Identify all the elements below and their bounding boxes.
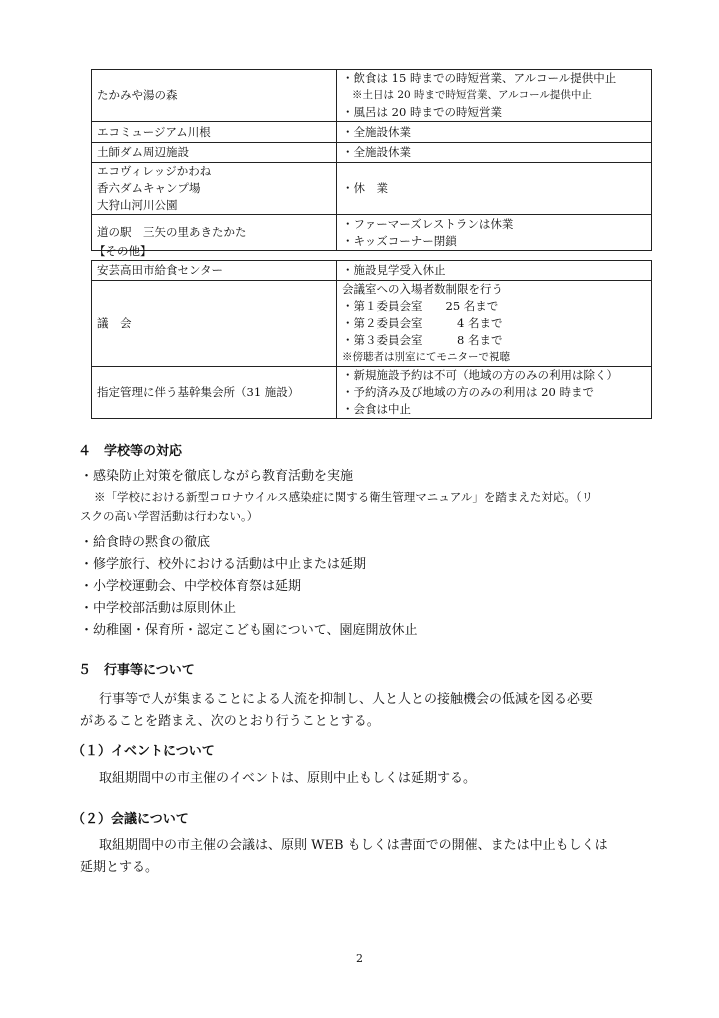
facility-details: ・全施設休業 (337, 143, 652, 163)
other-caption: 【その他】 (94, 244, 152, 258)
school-item: ・感染防止対策を徹底しながら教育活動を実施 (80, 469, 354, 484)
page-number: 2 (356, 952, 363, 965)
school-note-line-2: スクの高い学習活動は行わない。） (80, 509, 259, 523)
facility-details: ・全施設休業 (337, 122, 652, 143)
school-item: ・給食時の黙食の徹底 (80, 535, 211, 550)
table-row (92, 215, 652, 251)
facility-name: エコヴィレッジかわね 香六ダムキャンプ場 大狩山河川公園 (92, 163, 337, 215)
table-row (92, 261, 652, 281)
subsection-1-text: 取組期間中の市主催のイベントは、原則中止もしくは延期する。 (99, 771, 477, 786)
subsection-2-text-line-2: 延期とする。 (80, 860, 159, 875)
facility-name: 議 会 (92, 281, 337, 367)
subsection-2-text-line-1: 取組期間中の市主催の会議は、原則 WEB もしくは書面での開催、または中止もしくは (99, 838, 608, 853)
facility-name: エコミュージアム川根 (92, 122, 337, 143)
school-item: ・幼稚園・保育所・認定こども園について、園庭開放休止 (80, 623, 418, 638)
table-row (92, 70, 652, 122)
section-4-heading: ４ 学校等の対応 (78, 444, 183, 459)
table-row (92, 122, 652, 143)
school-item: ・小学校運動会、中学校体育祭は延期 (80, 579, 302, 594)
table-row (92, 281, 652, 367)
facility-name: 指定管理に伴う基幹集会所（31 施設） (92, 367, 337, 419)
school-item: ・中学校部活動は原則休止 (80, 601, 237, 616)
facility-table-1 (91, 69, 652, 251)
school-note-line-1: ※「学校における新型コロナウイルス感染症に関する衛生管理マニュアル」を踏まえた対応。（リ (94, 490, 594, 504)
facility-details: 会議室への入場者数制限を行う ・第１委員会室 25 名まで ・第２委員会室 4 名まで ・第３委員会室 8 名まで ※傍聴者は別室にてモニターで視聴 (337, 281, 652, 367)
facility-details: ・休 業 (337, 163, 652, 215)
facility-name: 土師ダム周辺施設 (92, 143, 337, 163)
facility-details: ・新規施設予約は不可（地域の方のみの利用は除く） ・予約済み及び地域の方のみの利用は 20 時まで ・会食は中止 (337, 367, 652, 419)
facility-details: ・施設見学受入休止 (337, 261, 652, 281)
subsection-1-heading: （１）イベントについて (72, 744, 215, 759)
facility-details: ・ファーマーズレストランは休業 ・キッズコーナー閉鎖 (337, 215, 652, 251)
facility-name: 道の駅 三矢の里あきたかた (92, 215, 337, 251)
facility-name: 安芸高田市給食センター (92, 261, 337, 281)
events-paragraph-line-1: 行事等で人が集まることによる人流を抑制し、人と人との接触機会の低減を図る必要 (99, 692, 594, 707)
events-paragraph-line-2: があることを踏まえ、次のとおり行うこととする。 (80, 714, 380, 729)
table-row (92, 367, 652, 419)
facility-name: たかみや湯の森 (92, 70, 337, 122)
section-5-heading: ５ 行事等について (78, 663, 195, 678)
table-row (92, 163, 652, 215)
school-item: ・修学旅行、校外における活動は中止または延期 (80, 557, 367, 572)
table-row (92, 143, 652, 163)
facility-table-2 (91, 260, 652, 419)
facility-details: ・飲食は 15 時までの時短営業、アルコール提供中止 ※土日は 20 時まで時短営業、アルコール提供中止 ・風呂は 20 時までの時短営業 (337, 70, 652, 122)
subsection-2-heading: （２）会議について (72, 812, 189, 827)
